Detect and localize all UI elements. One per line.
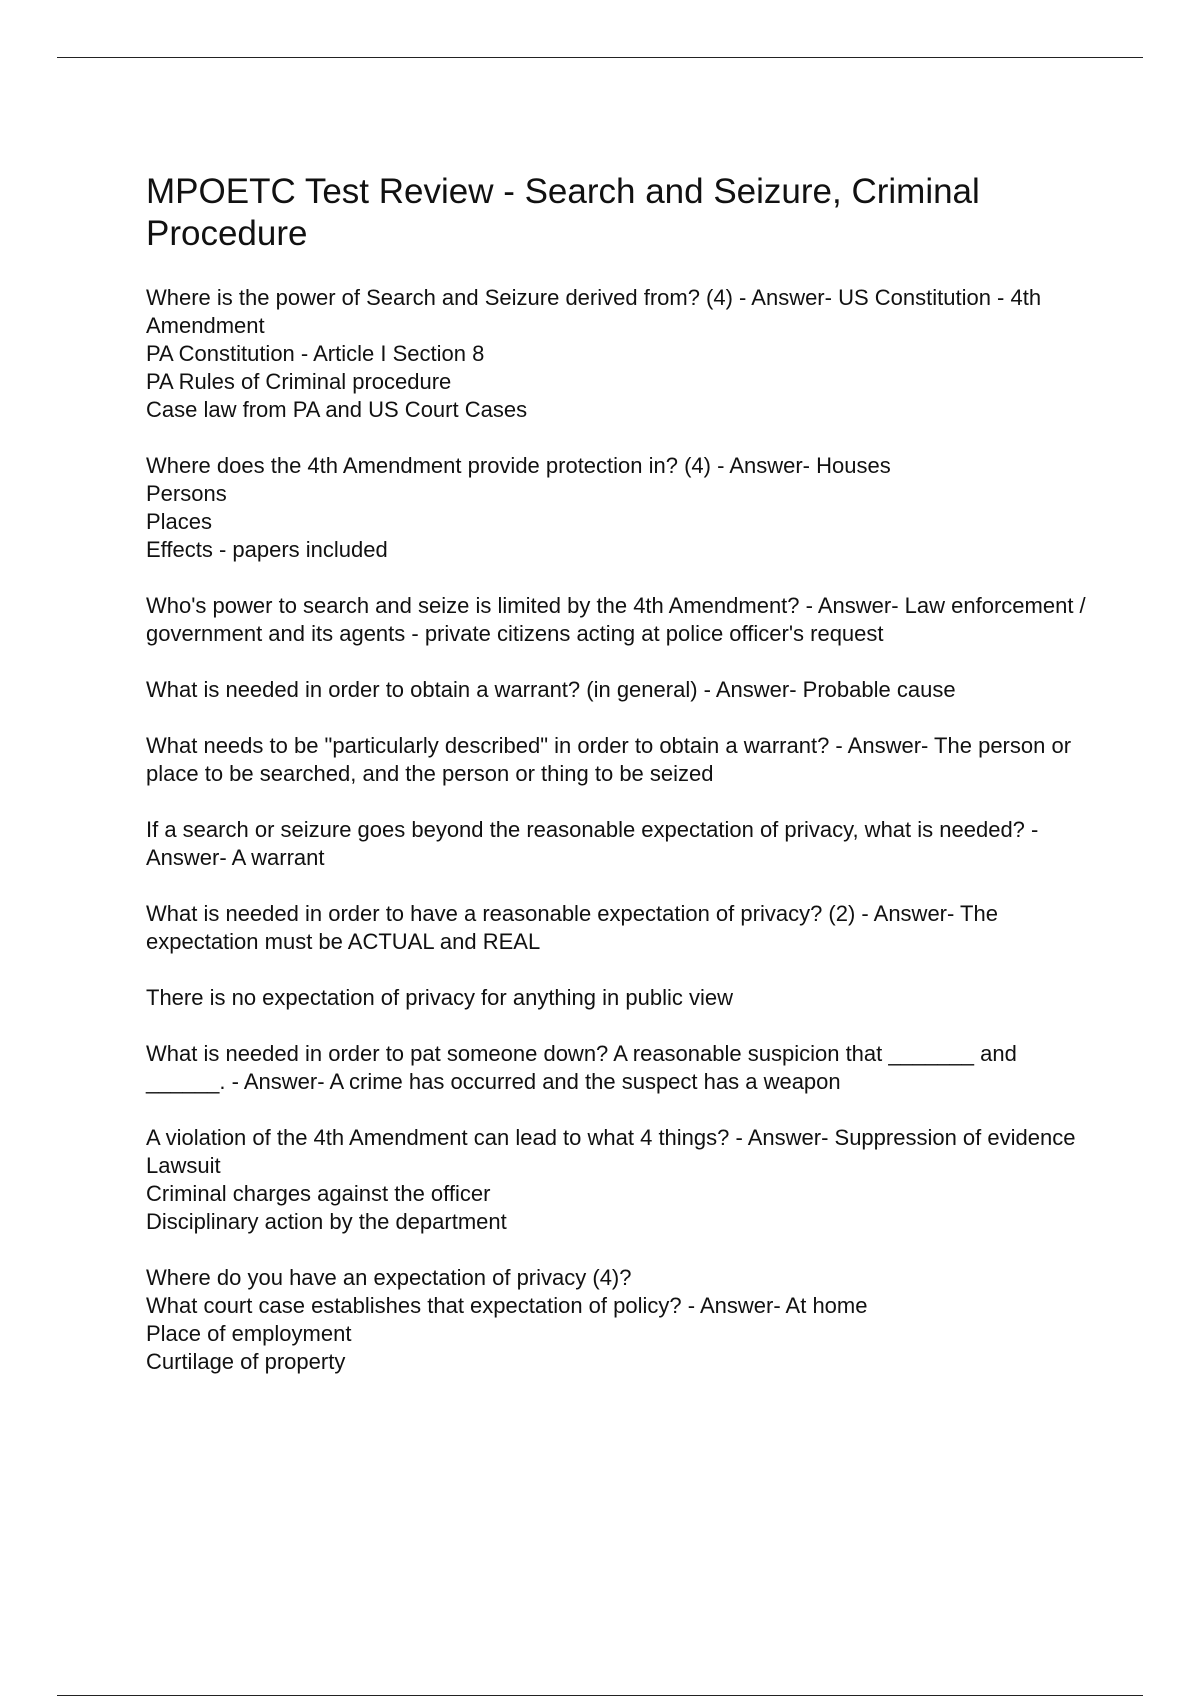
- qa-item: [146, 284, 1086, 424]
- qa-item: [146, 816, 1086, 872]
- qa-line: What court case establishes that expectation of policy? - Answer- At home: [146, 1293, 868, 1318]
- qa-line: A violation of the 4th Amendment can lead to what 4 things? - Answer- Suppression of evidence: [146, 1125, 1076, 1150]
- qa-line: Effects - papers included: [146, 537, 388, 562]
- qa-line: There is no expectation of privacy for anything in public view: [146, 985, 733, 1010]
- qa-line: Curtilage of property: [146, 1349, 346, 1374]
- qa-item: [146, 1124, 1086, 1236]
- qa-line: Lawsuit: [146, 1153, 221, 1178]
- qa-line: Persons: [146, 481, 227, 506]
- qa-line: What is needed in order to have a reasonable expectation of privacy? (2) - Answer- The expectation must be ACTUAL and REAL: [146, 901, 1005, 954]
- qa-line: What needs to be "particularly described" in order to obtain a warrant? - Answer- The person or place to be searched, and the person or thing to be seized: [146, 733, 1078, 786]
- qa-line: Places: [146, 509, 213, 534]
- qa-line: If a search or seizure goes beyond the reasonable expectation of privacy, what is needed? - Answer- A warrant: [146, 817, 1044, 870]
- bottom-divider: [57, 1695, 1143, 1696]
- qa-item: [146, 452, 1086, 564]
- qa-list: [146, 284, 1092, 1404]
- qa-line: Where is the power of Search and Seizure derived from? (4) - Answer- US Constitution - 4th Amendment: [146, 285, 1046, 338]
- qa-line: Case law from PA and US Court Cases: [146, 397, 528, 422]
- qa-item: [146, 900, 1086, 956]
- qa-line: What is needed in order to obtain a warrant? (in general) - Answer- Probable cause: [146, 677, 956, 702]
- page-title: MPOETC Test Review - Search and Seizure, Criminal Procedure: [146, 172, 980, 253]
- qa-item: [146, 732, 1086, 788]
- qa-line: PA Constitution - Article I Section 8: [146, 341, 485, 366]
- qa-line: Disciplinary action by the department: [146, 1209, 507, 1234]
- qa-item: [146, 676, 1086, 704]
- qa-item: [146, 1040, 1086, 1096]
- qa-line: Who's power to search and seize is limited by the 4th Amendment? - Answer- Law enforcement / government and its agents - private citizens acting at police officer's request: [146, 593, 1092, 646]
- qa-line: Criminal charges against the officer: [146, 1181, 491, 1206]
- qa-item: [146, 984, 1086, 1012]
- qa-item: [146, 592, 1092, 648]
- qa-line: What is needed in order to pat someone down? A reasonable suspicion that _______ and ______. - Answer- A crime has occurred and the suspect has a weapon: [146, 1041, 1023, 1094]
- qa-line: PA Rules of Criminal procedure: [146, 369, 452, 394]
- qa-item: [146, 1264, 1086, 1376]
- top-divider: [57, 57, 1143, 58]
- qa-line: Where do you have an expectation of privacy (4)?: [146, 1265, 632, 1290]
- qa-line: Place of employment: [146, 1321, 352, 1346]
- qa-line: Where does the 4th Amendment provide protection in? (4) - Answer- Houses: [146, 453, 891, 478]
